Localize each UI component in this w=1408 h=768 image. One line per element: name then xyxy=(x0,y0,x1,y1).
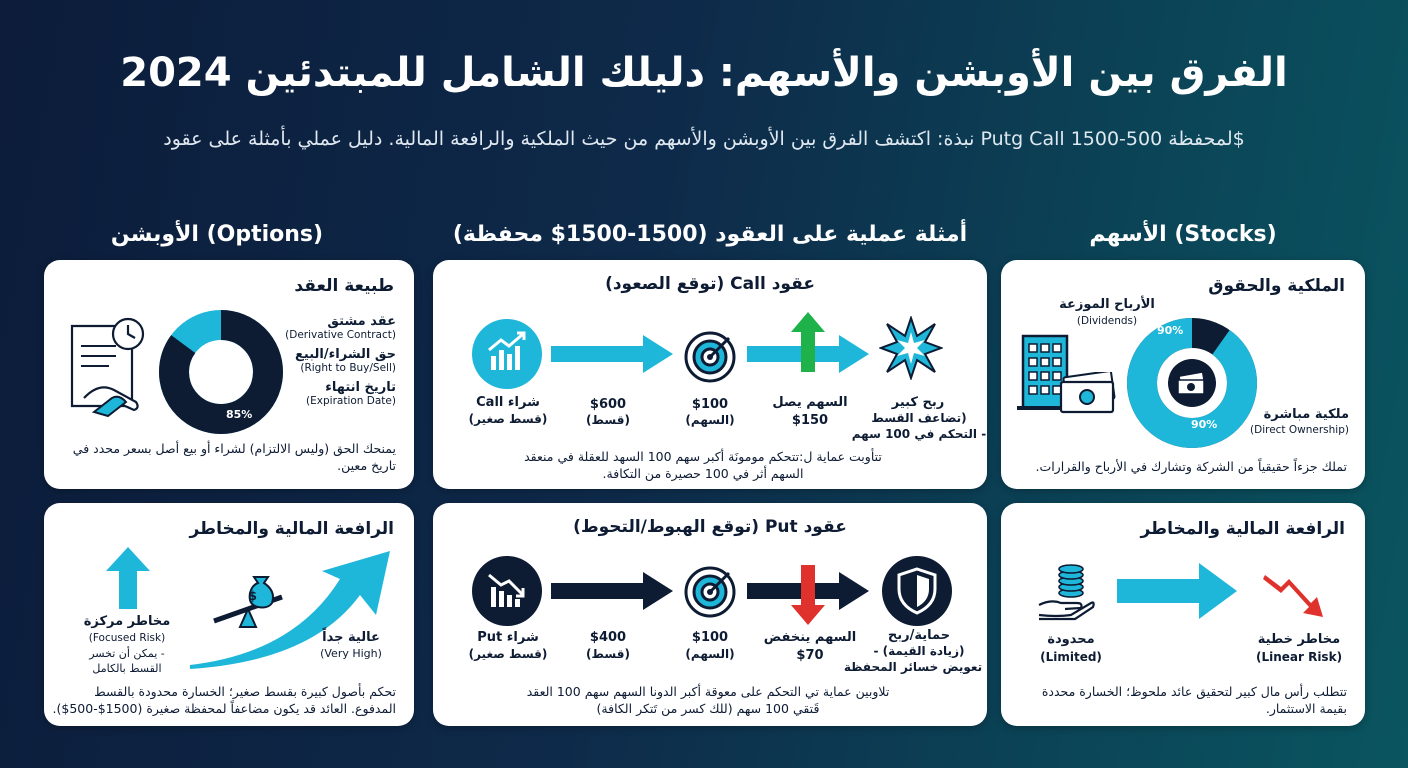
svg-text:$: $ xyxy=(248,589,257,603)
card-title: عقود Call (توقع الصعود) xyxy=(605,274,815,294)
stock-drop-label: السهم ينخفض xyxy=(763,630,857,645)
call-note: تتأوبت عماية ل:تتحكم مومونَة أكبر سهم 100 السهد للعقلة في منعقد السهم أثر في 100 حصيرة من التكافة. xyxy=(524,449,882,481)
call-contracts-card xyxy=(433,260,987,489)
focused-risk-label: مخاطر مركزة xyxy=(83,614,171,629)
dividends-en: (Dividends) xyxy=(1076,315,1138,327)
stock-label: (السهم) xyxy=(685,647,735,661)
buy-put-sub: (قسط صغير) xyxy=(468,647,548,661)
stock-reach-label: السهم يصل xyxy=(772,395,848,410)
protection-sub2: تعويض خسائر المحفظة xyxy=(843,660,983,674)
card-title: الرافعة المالية والمخاطر xyxy=(1140,519,1345,539)
stock-reach-value: $150 xyxy=(791,413,829,428)
pct-bottom-label: 90% xyxy=(1191,418,1218,431)
focused-risk-note-2: القسط بالكامل xyxy=(92,662,162,675)
card-title: عقود Put (توقع الهبوط/التحوط) xyxy=(573,517,847,537)
limited-label: محدودة xyxy=(1047,632,1095,647)
chart-up-icon xyxy=(471,318,543,390)
premium-value: $600 xyxy=(589,397,627,412)
premium-label: (قسط) xyxy=(586,647,630,661)
buy-put-label: شراء Put xyxy=(477,630,539,645)
limited-en: (Limited) xyxy=(1040,650,1102,664)
linear-risk-label: مخاطر خطية xyxy=(1257,632,1341,647)
direct-ownership-label: ملكية مباشرة xyxy=(1263,407,1349,422)
target-icon xyxy=(683,565,737,619)
shield-icon xyxy=(881,555,953,627)
donut-percent-label: 85% xyxy=(226,408,253,421)
card-title: الرافعة المالية والمخاطر xyxy=(189,519,394,539)
focused-risk-note-1: - يمكن أن تخسر xyxy=(89,647,165,660)
green-up-arrow-icon xyxy=(791,312,825,372)
target-icon xyxy=(683,330,737,384)
put-contracts-card xyxy=(433,503,987,726)
attr-2-en: (Right to Buy/Sell) xyxy=(300,362,396,374)
protection-label: حماية/ربح xyxy=(887,628,951,643)
contract-handshake-icon xyxy=(64,316,154,426)
stocks-ownership-note: تملك جزءاً حقيقياً من الشركة وتشارك في الأرباح والقرارات. xyxy=(1035,459,1347,474)
stock-value: $100 xyxy=(691,630,729,645)
card-title: طبيعة العقد xyxy=(294,276,394,296)
pct-top-label: 90% xyxy=(1157,324,1184,337)
dividends-label: الأرباح الموزعة xyxy=(1059,297,1155,312)
premium-value: $400 xyxy=(589,630,627,645)
money-bag-seesaw-icon xyxy=(210,569,286,633)
direct-ownership-en: (Direct Ownership) xyxy=(1250,424,1349,436)
focused-risk-en: (Focused Risk) xyxy=(88,632,166,644)
options-nature-note: يمنحك الحق (وليس الالتزام) لشراء أو بيع أصل بسعر محدد في تاريخ معين. xyxy=(72,441,396,473)
buy-call-label: شراء Call xyxy=(476,395,540,410)
stocks-ownership-card xyxy=(1001,260,1365,489)
arrow-right-icon xyxy=(1117,563,1237,619)
up-arrow-icon xyxy=(106,547,150,609)
very-high-label: عالية جداً xyxy=(322,630,380,645)
page-subtitle: نبذة: اكتشف الفرق بين الأوبشن والأسهم من حيث الملكية والرافعة المالية. دليل عملي بأمثلة على عقود Putg Call لمحفظة 500-1500$ xyxy=(163,128,1245,150)
cash-bills-icon xyxy=(1055,372,1119,416)
stocks-leverage-card xyxy=(1001,503,1365,726)
linear-risk-en: (Linear Risk) xyxy=(1255,650,1343,664)
options-leverage-card xyxy=(44,503,414,726)
arrow-right-icon xyxy=(551,572,673,610)
red-down-arrow-icon xyxy=(791,565,825,625)
options-column-heading: الأوبشن (Options) xyxy=(110,222,324,247)
big-profit-sub: (تضاعف القسط xyxy=(871,411,967,425)
examples-column-heading: أمثلة عملية على العقود (1500-1500$ محفظة) xyxy=(452,222,968,247)
options-nature-card xyxy=(44,260,414,489)
put-note: تلاوبين عماية تي التحكم على معوقة أكبر الدونا السهم سهم 100 العقد قَتقي 100 سهم (للك كسر من تَتكر الكافة) xyxy=(526,684,890,716)
attr-3-en: (Expiration Date) xyxy=(306,395,396,407)
card-title: الملكية والحقوق xyxy=(1208,276,1345,296)
big-profit-sub2: - التحكم في 100 سهم xyxy=(851,427,987,441)
stock-label: (السهم) xyxy=(685,413,735,427)
stocks-column-heading: الأسهم (Stocks) xyxy=(1089,222,1277,247)
options-donut-chart xyxy=(159,310,283,434)
buy-call-sub: (قسط صغير) xyxy=(468,412,548,426)
attr-1-ar: عقد مشتق xyxy=(327,314,396,329)
very-high-en: (Very High) xyxy=(320,647,382,660)
attr-3-ar: تاريخ انتهاء xyxy=(325,380,396,395)
coins-hand-icon xyxy=(1037,561,1097,621)
attr-1-en: (Derivative Contract) xyxy=(285,329,396,341)
big-profit-label: ربح كبير xyxy=(891,395,945,410)
stock-value: $100 xyxy=(691,397,729,412)
burst-icon xyxy=(879,316,943,380)
arrow-right-icon xyxy=(551,335,673,373)
premium-label: (قسط) xyxy=(586,413,630,427)
stocks-leverage-note: تتطلب رأس مال كبير لتحقيق عائد ملحوظ؛ الخسارة محددة بقيمة الاستثمار. xyxy=(1041,684,1347,716)
red-down-trend-icon xyxy=(1263,569,1333,619)
protection-sub: (زيادة القيمة) - xyxy=(873,644,965,658)
page-title: الفرق بين الأوبشن والأسهم: دليلك الشامل للمبتدئين 2024 xyxy=(120,50,1288,96)
options-leverage-note: تحكم بأصول كبيرة بقسط صغير؛ الخسارة محدودة بالقسط المدفوع. العائد قد يكون مضاعفاً لمحفظة صغيرة (1500$-500$). xyxy=(52,684,396,716)
stock-drop-value: $70 xyxy=(796,648,824,663)
chart-down-icon xyxy=(471,555,543,627)
options-attributes-list xyxy=(266,314,396,407)
attr-2-ar: حق الشراء/البيع xyxy=(295,347,396,362)
